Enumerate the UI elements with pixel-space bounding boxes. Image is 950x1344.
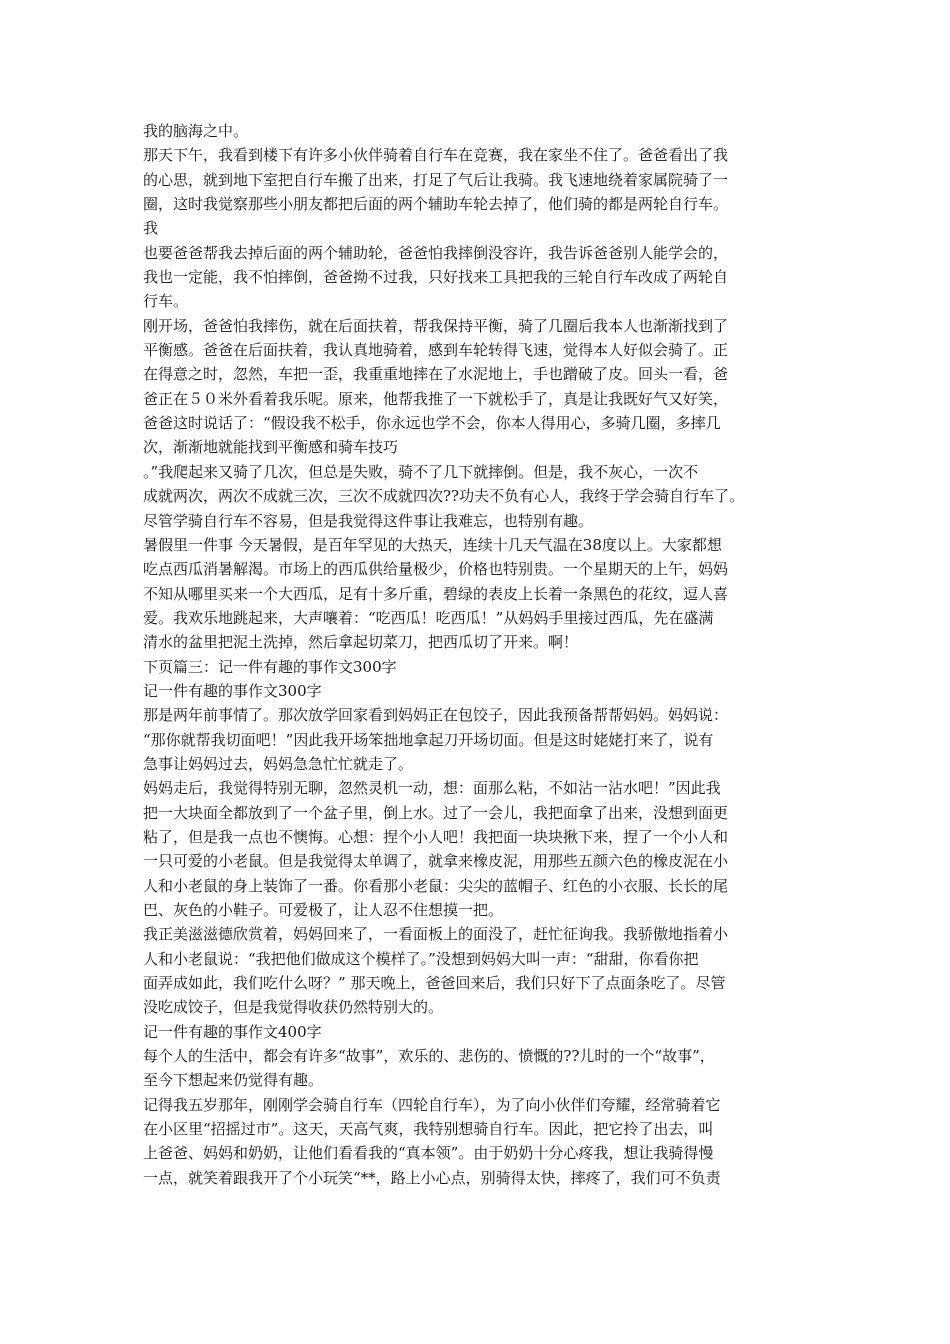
text-line: 的心思，就到地下室把自行车搬了出来，打足了气后让我骑。我飞速地绕着家属院骑了一 xyxy=(143,170,729,189)
text-line: 我正美滋滋德欣赏着，妈妈回来了，一看面板上的面没了，赶忙征询我。我骄傲地指着小 xyxy=(143,925,729,944)
text-line: 圈，这时我觉察那些小朋友都把后面的两个辅助车轮去掉了，他们骑的都是两轮自行车。 xyxy=(143,195,729,214)
text-line: 次，渐渐地就能找到平衡感和骑车技巧 xyxy=(143,438,399,457)
text-line: 在得意之时，忽然，车把一歪，我重重地摔在了水泥地上，手也蹭破了皮。回头一看，爸 xyxy=(143,365,729,384)
text-line: 没吃成饺子，但是我觉得收获仍然特别大的。 xyxy=(143,998,444,1017)
text-line: 我的脑海之中。 xyxy=(143,122,249,140)
text-line: 上爸爸、妈妈和奶奶，让他们看看我的“真本领”。由于奶奶十分心疼我，想让我骑得慢 xyxy=(143,1144,714,1163)
text-line: 爸爸这时说话了：“假设我不松手，你永远也学不会，你本人得用心，多骑几圈，多摔几 xyxy=(143,414,721,433)
text-line: 每个人的生活中，都会有许多“故事”，欢乐的、悲伤的、愤慨的??儿时的一个“故事”， xyxy=(143,1047,715,1066)
text-line: 在小区里“招摇过市”。这天，天高气爽，我特别想骑自行车。因此，把它拎了出去，叫 xyxy=(143,1120,714,1139)
text-line: 人和小老鼠的身上装饰了一番。你看那小老鼠：尖尖的蓝帽子、红色的小衣服、长长的尾 xyxy=(143,876,729,895)
text-line: 平衡感。爸爸在后面扶着，我认真地骑着，感到车轮转得飞速，觉得本人好似会骑了。正 xyxy=(143,341,729,360)
text-line: “那你就帮我切面吧！”因此我开场笨拙地拿起刀开场切面。但是这时姥姥打来了，说有 xyxy=(143,730,714,749)
text-line: 暑假里一件事 今天暑假，是百年罕见的大热天，连续十几天气温在38度以上。大家都想 xyxy=(143,535,722,554)
text-line: 面弄成如此，我们吃什么呀？” 那天晚上，爸爸回来后，我们只好下了点面条吃了。尽管 xyxy=(143,974,726,993)
section-heading: 记一件有趣的事作文400字 xyxy=(143,1022,322,1041)
text-line: 把一大块面全都放到了一个盆子里，倒上水。过了一会儿，我把面拿了出来，没想到面更 xyxy=(143,803,729,822)
text-line: 成就两次，两次不成就三次，三次不成就四次??功夫不负有心人，我终于学会骑自行车了。 xyxy=(143,487,745,506)
text-line: 至今下想起来仍觉得有趣。 xyxy=(143,1071,324,1090)
text-line: 那是两年前事情了。那次放学回家看到妈妈正在包饺子，因此我预备帮帮妈妈。妈妈说： xyxy=(143,706,729,725)
text-line: 记得我五岁那年，刚刚学会骑自行车（四轮自行车），为了向小伙伴们夸耀，经常骑着它 xyxy=(143,1095,721,1114)
section-heading: 记一件有趣的事作文300字 xyxy=(143,681,322,700)
text-line: 我 xyxy=(143,219,159,238)
text-line: 巴、灰色的小鞋子。可爱极了，让人忍不住想摸一把。 xyxy=(143,901,504,919)
text-line: 爸正在５０米外看着我乐呢。原来，他帮我推了一下就松手了，真是让我既好气又好笑， xyxy=(143,389,729,408)
text-line: 我也一定能，我不怕摔倒，爸爸拗不过我，只好找来工具把我的三轮自行车改成了两轮自 xyxy=(143,268,729,287)
text-line: 清水的盆里把泥土洗掉，然后拿起切菜刀，把西瓜切了开来。啊！ xyxy=(143,633,579,652)
section-heading: 下页篇三：记一件有趣的事作文300字 xyxy=(143,657,397,676)
text-line: 急事让妈妈过去，妈妈急急忙忙就走了。 xyxy=(143,754,414,773)
text-line: 吃点西瓜消暑解渴。市场上的西瓜供给量极少，价格也特别贵。一个星期天的上午，妈妈 xyxy=(143,560,729,579)
text-line: 。”我爬起来又骑了几次，但总是失败，骑不了几下就摔倒。但是，我不灰心，一次不 xyxy=(143,462,699,481)
text-line: 尽管学骑自行车不容易，但是我觉得这件事让我难忘，也特别有趣。 xyxy=(143,511,594,530)
text-line: 妈妈走后，我觉得特别无聊，忽然灵机一动，想：面那么粘，不如沾一沾水吧！”因此我 xyxy=(143,779,721,798)
text-line: 一只可爱的小老鼠。但是我觉得太单调了，就拿来橡皮泥，用那些五颜六色的橡皮泥在小 xyxy=(143,852,729,871)
text-line: 行车。 xyxy=(143,292,189,311)
text-line: 那天下午，我看到楼下有许多小伙伴骑着自行车在竞赛，我在家坐不住了。爸爸看出了我 xyxy=(143,146,729,165)
document-page xyxy=(143,119,818,1190)
text-line: 不知从哪里买来一个大西瓜，足有十多斤重，碧绿的表皮上长着一条黑色的花纹，逗人喜 xyxy=(143,584,729,603)
text-line: 人和小老鼠说：“我把他们做成这个模样了。”没想到妈妈大叫一声：“甜甜，你看你把 xyxy=(143,949,699,968)
text-line: 也要爸爸帮我去掉后面的两个辅助轮，爸爸怕我摔倒没容许，我告诉爸爸别人能学会的， xyxy=(143,243,729,262)
text-line: 一点，就笑着跟我开了个小玩笑“**，路上小心点，别骑得太快，摔疼了，我们可不负责 xyxy=(143,1168,721,1187)
text-line: 粘了，但是我一点也不懊悔。心想：捏个小人吧！我把面一块块揪下来，捏了一个小人和 xyxy=(143,827,729,846)
text-line: 刚开场，爸爸怕我摔伤，就在后面扶着，帮我保持平衡，骑了几圈后我本人也渐渐找到了 xyxy=(143,316,729,335)
text-line: 爱。我欢乐地跳起来，大声嚷着：“吃西瓜！吃西瓜！”从妈妈手里接过西瓜，先在盛满 xyxy=(143,608,714,627)
